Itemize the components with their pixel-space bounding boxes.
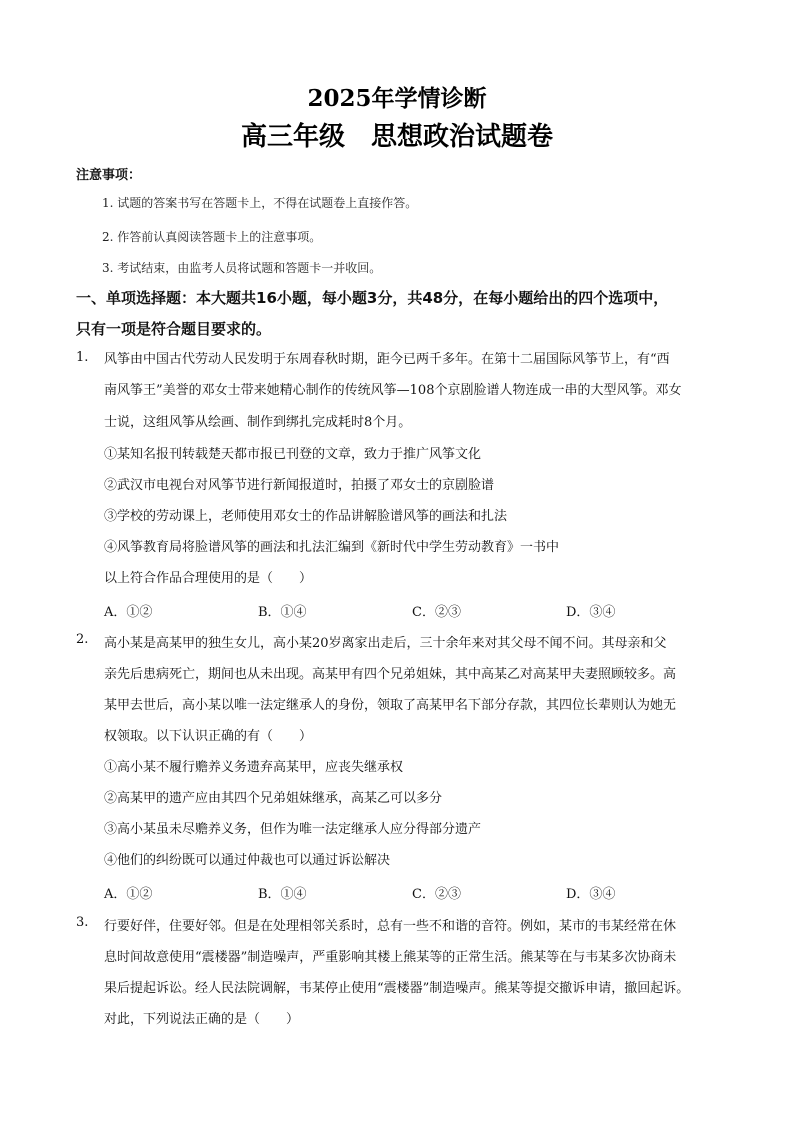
option-b[interactable]: B．①④ <box>258 605 307 620</box>
question-prompt: 权领取。以下认识正确的有（ ） <box>104 729 313 744</box>
section-heading-cont: 只有一项是符合题目要求的。 <box>76 320 272 338</box>
question-text: 行要好伴，住要好邻。但是在处理相邻关系时，总有一些不和谐的音符。例如，某市的韦某经常在休 <box>104 919 677 934</box>
option-c[interactable]: C．②③ <box>412 887 461 902</box>
notice-item: 1. 试题的答案书写在答题卡上，不得在试题卷上直接作答。 <box>102 196 418 210</box>
option-d[interactable]: D．③④ <box>566 887 616 902</box>
question-number: 3. <box>76 915 89 930</box>
section-heading: 一、单项选择题：本大题共16小题，每小题3分，共48分，在每小题给出的四个选项中， <box>76 289 669 307</box>
option-a[interactable]: A．①② <box>104 605 153 620</box>
question-text: 某甲去世后，高小某以唯一法定继承人的身份，领取了高某甲名下部分存款，其四位长辈则认为她无 <box>104 698 677 713</box>
question-text: 南风筝王”美誉的邓女士带来她精心制作的传统风筝—108个京剧脸谱人物连成一串的大型风筝。邓女 <box>104 383 682 398</box>
exam-subtitle: 高三年级 思想政治试题卷 <box>240 122 553 152</box>
option-b[interactable]: B．①④ <box>258 887 307 902</box>
statement-3: ③学校的劳动课上，老师使用邓女士的作品讲解脸谱风筝的画法和扎法 <box>104 509 508 524</box>
statement-2: ②高某甲的遗产应由其四个兄弟姐妹继承，高某乙可以多分 <box>104 791 443 806</box>
question-text: 士说，这组风筝从绘画、制作到绑扎完成耗时8个月。 <box>104 415 412 430</box>
option-d[interactable]: D．③④ <box>566 605 616 620</box>
question-text: 高小某是高某甲的独生女儿，高小某20岁离家出走后，三十余年来对其父母不闻不问。其母亲和父 <box>104 636 667 651</box>
question-prompt: 以上符合作品合理使用的是（ ） <box>104 571 313 586</box>
notice-item: 3. 考试结束，由监考人员将试题和答题卡一并收回。 <box>102 261 382 275</box>
option-c[interactable]: C．②③ <box>412 605 461 620</box>
question-text: 果后提起诉讼。经人民法院调解，韦某停止使用“震楼器”制造噪声。熊某等提交撤诉申请，撤回起诉。 <box>104 981 690 996</box>
question-text: 风筝由中国古代劳动人民发明于东周春秋时期，距今已两千多年。在第十二届国际风筝节上，有“西 <box>104 352 670 367</box>
statement-1: ①高小某不履行赡养义务遗弃高某甲，应丧失继承权 <box>104 760 404 775</box>
statement-4: ④他们的纠纷既可以通过仲裁也可以通过诉讼解决 <box>104 853 391 868</box>
question-text: 息时间故意使用“震楼器”制造噪声，严重影响其楼上熊某等的正常生活。熊某等在与韦某多次协商未 <box>104 950 677 965</box>
statement-3: ③高小某虽未尽赡养义务，但作为唯一法定继承人应分得部分遗产 <box>104 822 482 837</box>
question-text: 亲先后患病死亡，期间也从未出现。高某甲有四个兄弟姐妹，其中高某乙对高某甲夫妻照顾较多。高 <box>104 667 677 682</box>
option-a[interactable]: A．①② <box>104 887 153 902</box>
statement-2: ②武汉市电视台对风筝节进行新闻报道时，拍摄了邓女士的京剧脸谱 <box>104 478 495 493</box>
question-number: 1. <box>76 350 89 365</box>
statement-1: ①某知名报刊转载楚天都市报已刊登的文章，致力于推广风筝文化 <box>104 447 482 462</box>
exam-title: 2025年学情诊断 <box>307 85 487 112</box>
notice-item: 2. 作答前认真阅读答题卡上的注意事项。 <box>102 230 322 244</box>
statement-4: ④风筝教育局将脸谱风筝的画法和扎法汇编到《新时代中学生劳动教育》一书中 <box>104 540 560 555</box>
question-prompt: 对此，下列说法正确的是（ ） <box>104 1012 300 1027</box>
notice-heading: 注意事项： <box>76 168 142 183</box>
question-number: 2. <box>76 632 89 647</box>
